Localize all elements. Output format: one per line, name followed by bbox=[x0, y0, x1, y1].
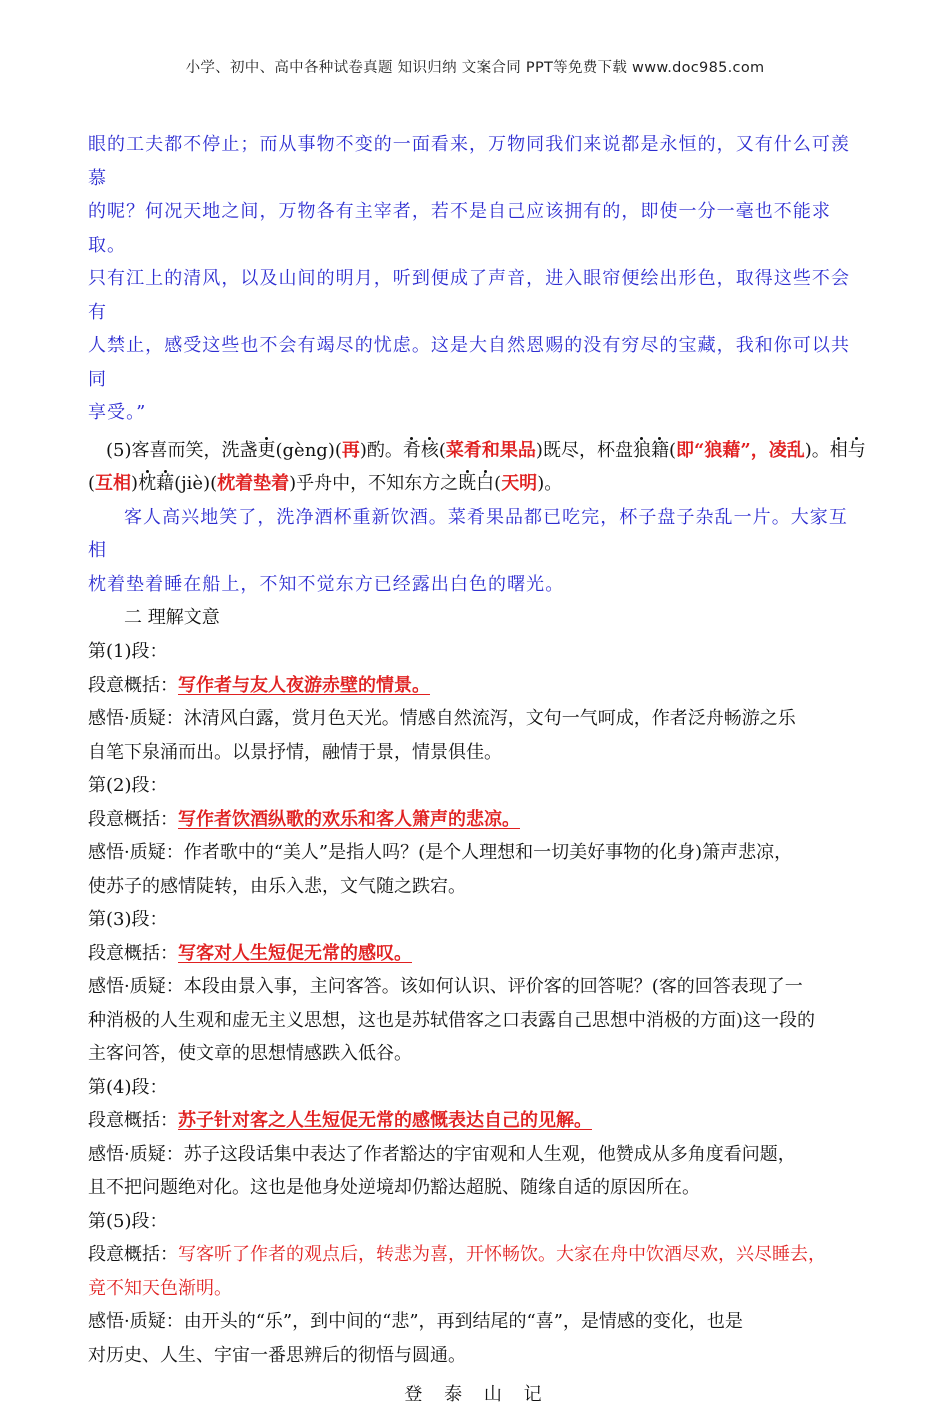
text: ) bbox=[131, 473, 139, 494]
insight-line: 感悟·质疑：苏子这段话集中表达了作者豁达的宇宙观和人生观，他赞成从多角度看问题， bbox=[88, 1143, 796, 1165]
insight-line: 对历史、人生、宇宙一番思辨后的彻悟与圆通。 bbox=[88, 1344, 466, 1366]
dotted-char: 相 bbox=[829, 439, 848, 461]
summary-label: 段意概括： bbox=[88, 942, 178, 964]
summary-text: 写客听了作者的观点后，转悲为喜，开怀畅饮。大家在舟中饮酒尽欢，兴尽睡去， bbox=[178, 1244, 826, 1265]
text-line: 客人高兴地笑了，洗净酒杯重新饮酒。菜肴果品都已吃完，杯子盘子杂乱一片。大家互相 bbox=[88, 506, 848, 561]
para-label: 第(2)段： bbox=[88, 775, 168, 796]
summary-text: 写作者饮酒纵歌的欢乐和客人箫声的悲凉。 bbox=[178, 808, 520, 830]
text: )。 bbox=[804, 439, 830, 461]
dotted-char: 肴 bbox=[402, 439, 421, 461]
summary-line bbox=[88, 803, 866, 837]
summary-text: 写客对人生短促无常的感叹。 bbox=[178, 942, 412, 964]
summary-label: 段意概括： bbox=[88, 1110, 178, 1131]
dotted-char: 核 bbox=[420, 439, 439, 461]
dotted-char: 与 bbox=[847, 439, 866, 461]
gloss: 再 bbox=[341, 439, 360, 461]
dotted-char: 白 bbox=[476, 473, 495, 494]
para-label: 第(4)段： bbox=[88, 1076, 168, 1098]
para-label: 第(5)段： bbox=[88, 1210, 168, 1232]
dotted-char: 籍 bbox=[650, 439, 669, 461]
insight-line: 感悟·质疑：作者歌中的“美人”是指人吗？(是个人理想和一切美好事物的化身)箫声悲凉， bbox=[88, 842, 793, 863]
insight-line: 主客问答，使文章的思想情感跌入低谷。 bbox=[88, 1043, 412, 1064]
document-body bbox=[88, 128, 866, 1412]
insight-line: 感悟·质疑：由开头的“乐”，到中间的“悲”，再到结尾的“喜”，是情感的变化，也是 bbox=[88, 1311, 743, 1332]
summary-line bbox=[88, 669, 866, 703]
text: ( bbox=[494, 473, 502, 494]
para-label: 第(3)段： bbox=[88, 909, 168, 930]
text-line: 眼的工夫都不停止；而从事物不变的一面看来，万物同我们来说都是永恒的，又有什么可羡慕 bbox=[88, 134, 850, 189]
text: ( bbox=[438, 439, 446, 461]
dotted-char: 藉 bbox=[156, 473, 175, 494]
insight-line: 感悟·质疑：沐清风白露，赏月色天光。情感自然流泻，文句一气呵成，作者泛舟畅游之乐 bbox=[88, 708, 796, 729]
summary-label: 段意概括： bbox=[88, 808, 178, 830]
summary-label: 段意概括： bbox=[88, 1244, 178, 1265]
insight-line: 感悟·质疑：本段由景入事，主问客答。该如何认识、评价客的回答呢？(客的回答表现了一 bbox=[88, 976, 803, 997]
summary-label: 段意概括： bbox=[88, 674, 178, 696]
text-line: 享受。” bbox=[88, 402, 147, 423]
text: )既尽，杯盘 bbox=[535, 439, 633, 461]
insight-line: 自笔下泉涌而出。以景抒情，融情于景，情景俱佳。 bbox=[88, 741, 502, 763]
summary-line bbox=[88, 1104, 866, 1138]
text: )。 bbox=[537, 473, 563, 494]
gloss: 即“狼藉”，凌乱 bbox=[675, 439, 805, 461]
text: ( bbox=[88, 473, 96, 494]
dotted-char: 狼 bbox=[632, 439, 651, 461]
translation-block-5 bbox=[88, 501, 866, 602]
original-paragraph-5 bbox=[88, 434, 866, 501]
gloss: 枕着垫着 bbox=[217, 473, 290, 494]
dotted-char: 既 bbox=[458, 473, 477, 494]
gloss: 互相 bbox=[95, 473, 132, 494]
text-line: 人禁止，感受这些也不会有竭尽的忧虑。这是大自然恩赐的没有穷尽的宝藏，我和你可以共同 bbox=[88, 335, 850, 390]
text: (5)客喜而笑，洗盏 bbox=[106, 439, 258, 461]
text: (gèng)( bbox=[275, 439, 342, 461]
text: (jiè)( bbox=[174, 473, 218, 494]
page-header: 小学、初中、高中各种试卷真题 知识归纳 文案合同 PPT等免费下载 www.doc985.com bbox=[185, 60, 765, 76]
text-line: 的呢？何况天地之间，万物各有主宰者，若不是自己应该拥有的，即使一分一毫也不能求取。 bbox=[88, 201, 831, 256]
gloss: 菜肴和果品 bbox=[445, 439, 536, 461]
text: )酌。 bbox=[359, 439, 403, 461]
text: )乎舟中，不知东方之 bbox=[289, 473, 459, 494]
summary-text: 苏子针对客之人生短促无常的感慨表达自己的见解。 bbox=[178, 1110, 592, 1131]
section-heading: 二 理解文意 bbox=[124, 607, 220, 628]
summary-line bbox=[88, 1238, 866, 1272]
text: ( bbox=[668, 439, 676, 461]
para-label: 第(1)段： bbox=[88, 641, 168, 662]
dotted-char: 枕 bbox=[138, 473, 157, 494]
summary-line: 竟不知天色渐明。 bbox=[88, 1277, 232, 1299]
text-line: 枕着垫着睡在船上，不知不觉东方已经露出白色的曙光。 bbox=[88, 573, 565, 595]
gloss: 天明 bbox=[501, 473, 538, 494]
next-article-title: 登 泰 山 记 bbox=[404, 1384, 550, 1405]
insight-line: 种消极的人生观和虚无主义思想，这也是苏轼借客之口表露自己思想中消极的方面)这一段的 bbox=[88, 1009, 816, 1031]
insight-line: 使苏子的感情陡转，由乐入悲，文气随之跌宕。 bbox=[88, 875, 466, 897]
text-line: 只有江上的清风，以及山间的明月，听到便成了声音，进入眼帘便绘出形色，取得这些不会有 bbox=[88, 268, 850, 323]
insight-line: 且不把问题绝对化。这也是他身处逆境却仍豁达超脱、随缘自适的原因所在。 bbox=[88, 1177, 700, 1198]
translation-block-4 bbox=[88, 128, 866, 430]
summary-text: 写作者与友人夜游赤壁的情景。 bbox=[178, 674, 430, 696]
dotted-char: 更 bbox=[257, 439, 276, 461]
summary-line bbox=[88, 937, 866, 971]
